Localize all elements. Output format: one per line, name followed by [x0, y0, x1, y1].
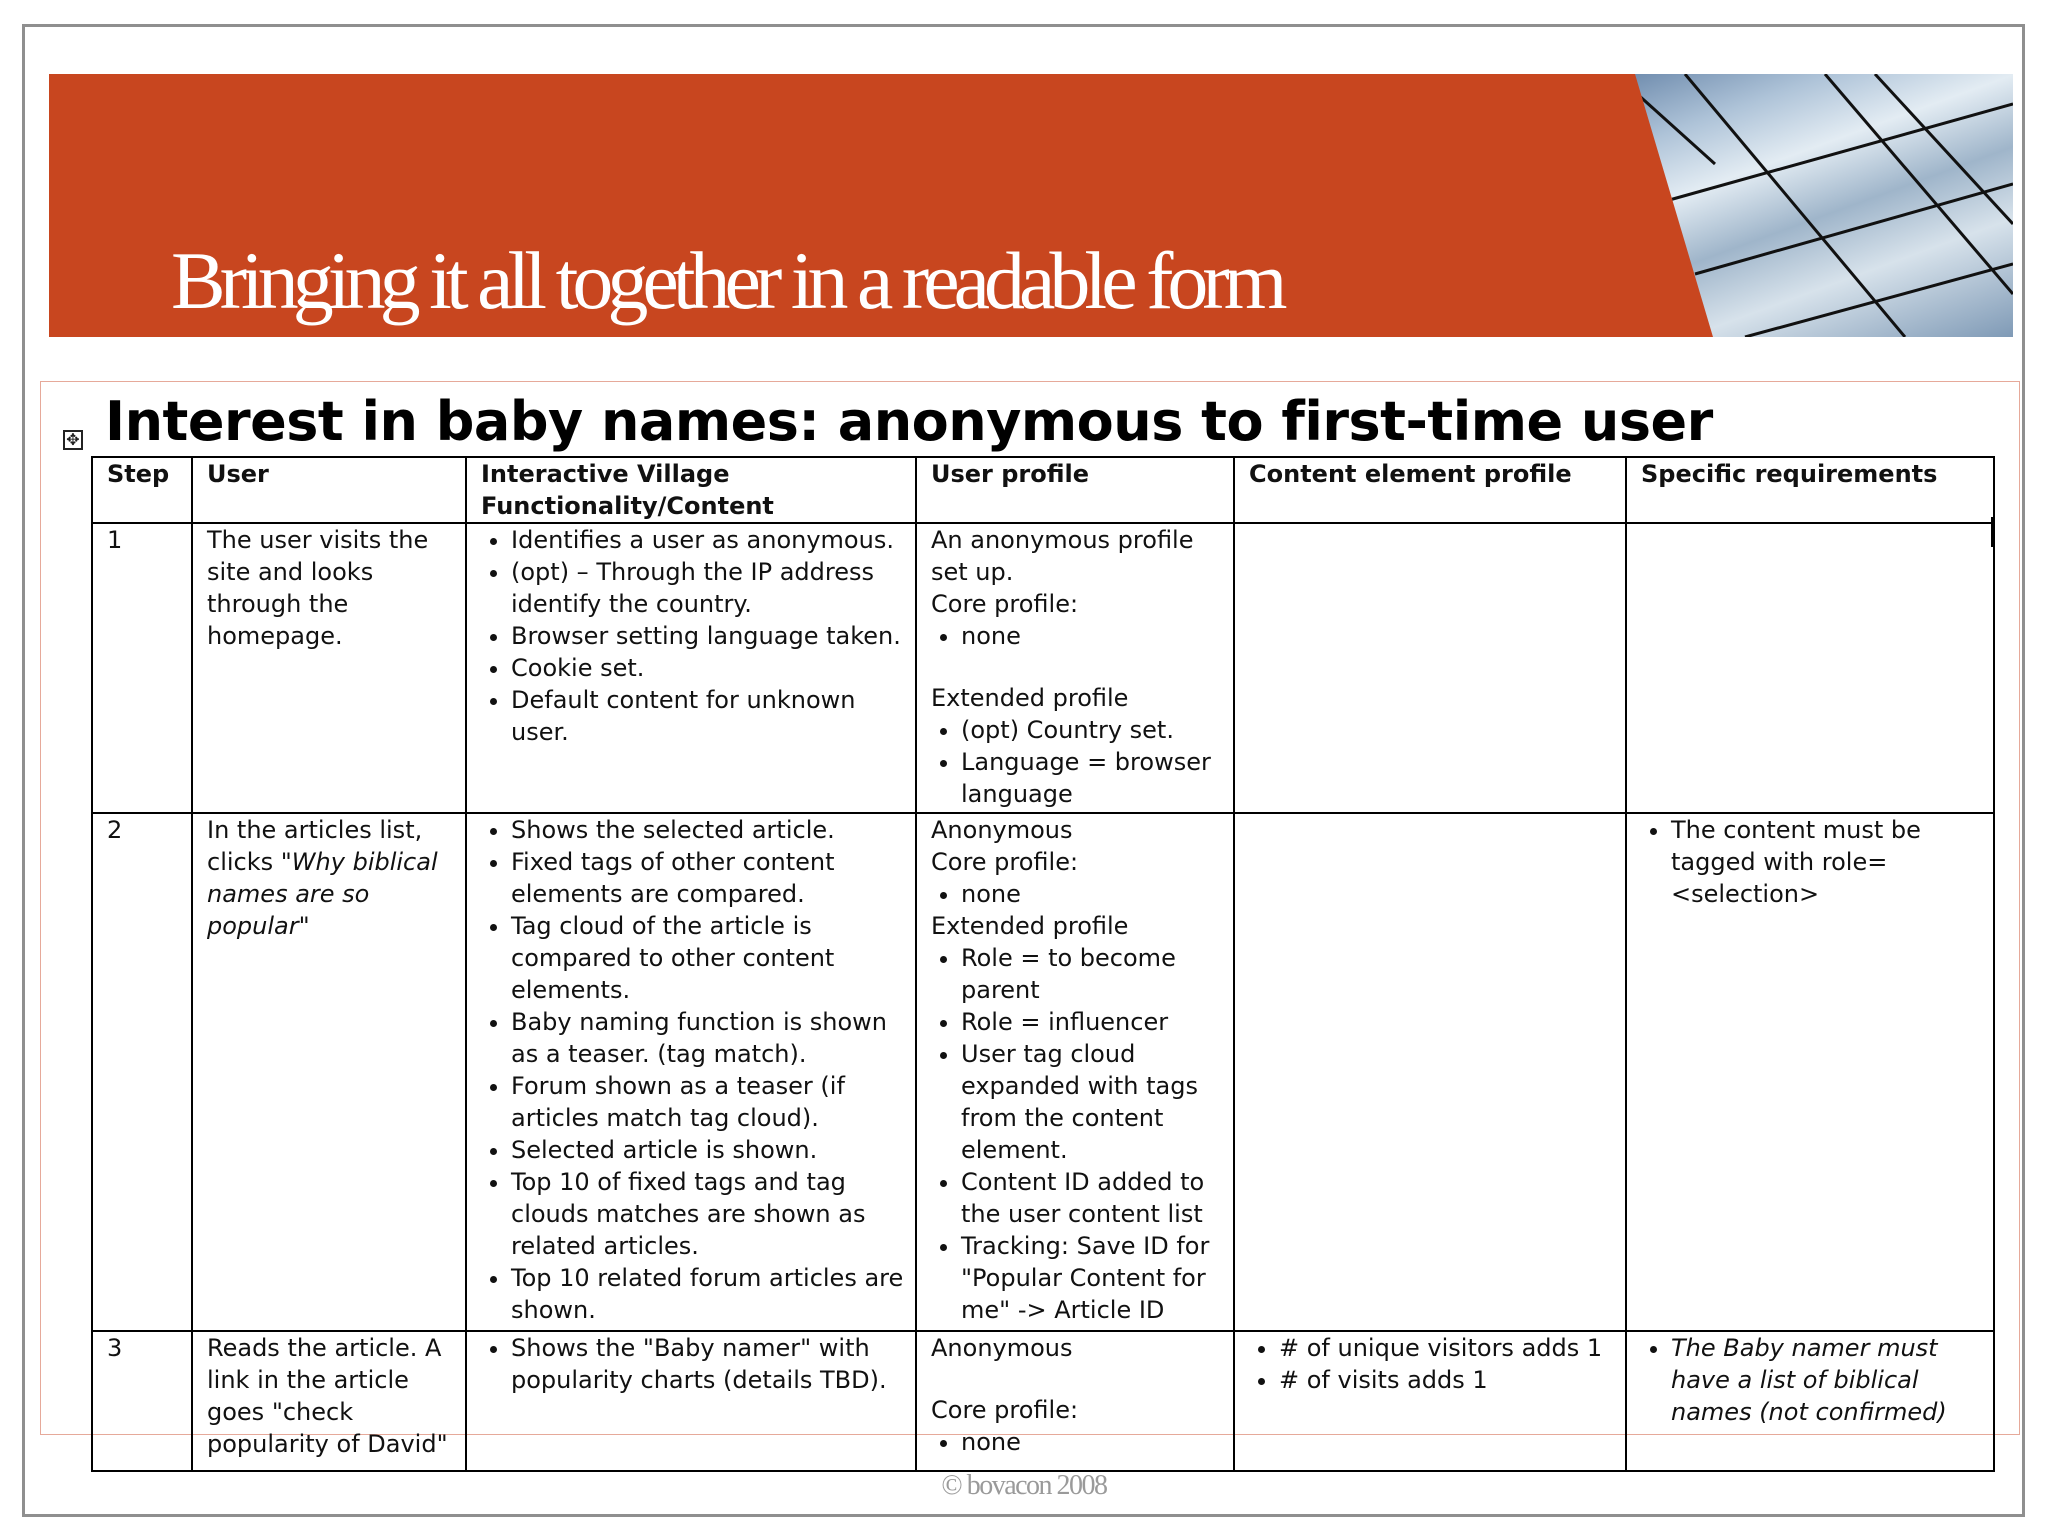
requirements-cell: [1626, 1331, 1994, 1471]
core-profile-label: Core profile:: [931, 848, 1079, 876]
list-item: • Tag cloud of the article is compared to other content elements.: [511, 910, 905, 1006]
extended-profile-label: Extended profile: [931, 912, 1129, 940]
list-item: • none: [961, 620, 1223, 652]
list-item: • Role = influencer: [961, 1006, 1223, 1038]
content-element-cell: [1234, 813, 1626, 1331]
table-move-handle-icon[interactable]: ✥: [63, 430, 83, 450]
user-cell: The user visits the site and looks through the homepage.: [192, 523, 466, 813]
list-item: • (opt) Country set.: [961, 714, 1223, 746]
list-item: • Shows the selected article.: [511, 814, 905, 846]
list-item: • none: [961, 1426, 1223, 1458]
requirements-cell: [1626, 523, 1994, 813]
requirements-table: [91, 456, 1995, 1472]
table-row: [92, 1331, 1994, 1471]
list-item: • Browser setting language taken.: [511, 620, 905, 652]
user-profile-cell: [916, 813, 1234, 1331]
user-text: In the articles list, clicks: [207, 816, 423, 876]
list-item: • Identifies a user as anonymous.: [511, 524, 905, 556]
list-item: • Fixed tags of other content elements are compared.: [511, 846, 905, 910]
document-heading: Interest in baby names: anonymous to first-time user: [105, 390, 1713, 453]
list-item: • Baby naming function is shown as a teaser. (tag match).: [511, 1006, 905, 1070]
user-cell: Reads the article. A link in the article goes "check popularity of David": [192, 1331, 466, 1471]
table-row: [92, 813, 1994, 1331]
list-item: • Forum shown as a teaser (if articles match tag cloud).: [511, 1070, 905, 1134]
list-item: • Language = browser language: [961, 746, 1223, 810]
list-item: • Top 10 related forum articles are shown.: [511, 1262, 905, 1326]
content-element-cell: [1234, 1331, 1626, 1471]
core-profile-label: Core profile:: [931, 1396, 1079, 1424]
content-element-cell: [1234, 523, 1626, 813]
profile-intro: An anonymous profile set up.: [931, 526, 1194, 586]
footer-copyright: © bovacon 2008: [941, 1470, 1107, 1501]
user-profile-cell: [916, 523, 1234, 813]
list-item: • The content must be tagged with role=<selection>: [1671, 814, 1983, 910]
list-item: • none: [961, 878, 1223, 910]
step-cell: 1: [92, 523, 192, 813]
column-header: Content element profile: [1234, 457, 1626, 523]
building-glass-image: [1575, 74, 2013, 337]
functionality-cell: [466, 1331, 916, 1471]
list-item: • (opt) – Through the IP address identify the country.: [511, 556, 905, 620]
list-item: • Top 10 of fixed tags and tag clouds matches are shown as related articles.: [511, 1166, 905, 1262]
extended-profile-label: Extended profile: [931, 684, 1129, 712]
slide-title: Bringing it all together in a readable form: [171, 235, 1282, 326]
step-cell: 2: [92, 813, 192, 1331]
user-cell: [192, 813, 466, 1331]
functionality-cell: [466, 523, 916, 813]
list-item: • User tag cloud expanded with tags from the content element.: [961, 1038, 1223, 1166]
functionality-cell: [466, 813, 916, 1331]
column-header: User: [192, 457, 466, 523]
list-item: • Default content for unknown user.: [511, 684, 905, 748]
table-header-row: [92, 457, 1994, 523]
article-link-text: "Why biblical names are so popular": [207, 848, 438, 940]
profile-intro: Anonymous: [931, 816, 1073, 844]
column-header: Step: [92, 457, 192, 523]
column-header: Specific requirements: [1626, 457, 1994, 523]
text-cursor: [1991, 517, 1995, 547]
list-item: • Cookie set.: [511, 652, 905, 684]
list-item: • Role = to become parent: [961, 942, 1223, 1006]
requirements-cell: [1626, 813, 1994, 1331]
table-row: [92, 523, 1994, 813]
embedded-document: [40, 381, 2020, 1458]
list-item: • The Baby namer must have a list of biblical names (not confirmed): [1671, 1332, 1983, 1428]
column-header: Interactive Village Functionality/Content: [466, 457, 916, 523]
list-item: • Shows the "Baby namer" with popularity charts (details TBD).: [511, 1332, 905, 1396]
list-item: • Tracking: Save ID for "Popular Content for me" -> Article ID: [961, 1230, 1223, 1326]
list-item: • # of visits adds 1: [1279, 1364, 1615, 1396]
list-item: • Content ID added to the user content list: [961, 1166, 1223, 1230]
user-profile-cell: [916, 1331, 1234, 1471]
list-item: • Selected article is shown.: [511, 1134, 905, 1166]
column-header: User profile: [916, 457, 1234, 523]
step-cell: 3: [92, 1331, 192, 1471]
list-item: • # of unique visitors adds 1: [1279, 1332, 1615, 1364]
profile-intro: Anonymous: [931, 1334, 1073, 1362]
core-profile-label: Core profile:: [931, 590, 1079, 618]
title-banner: [49, 74, 2013, 337]
